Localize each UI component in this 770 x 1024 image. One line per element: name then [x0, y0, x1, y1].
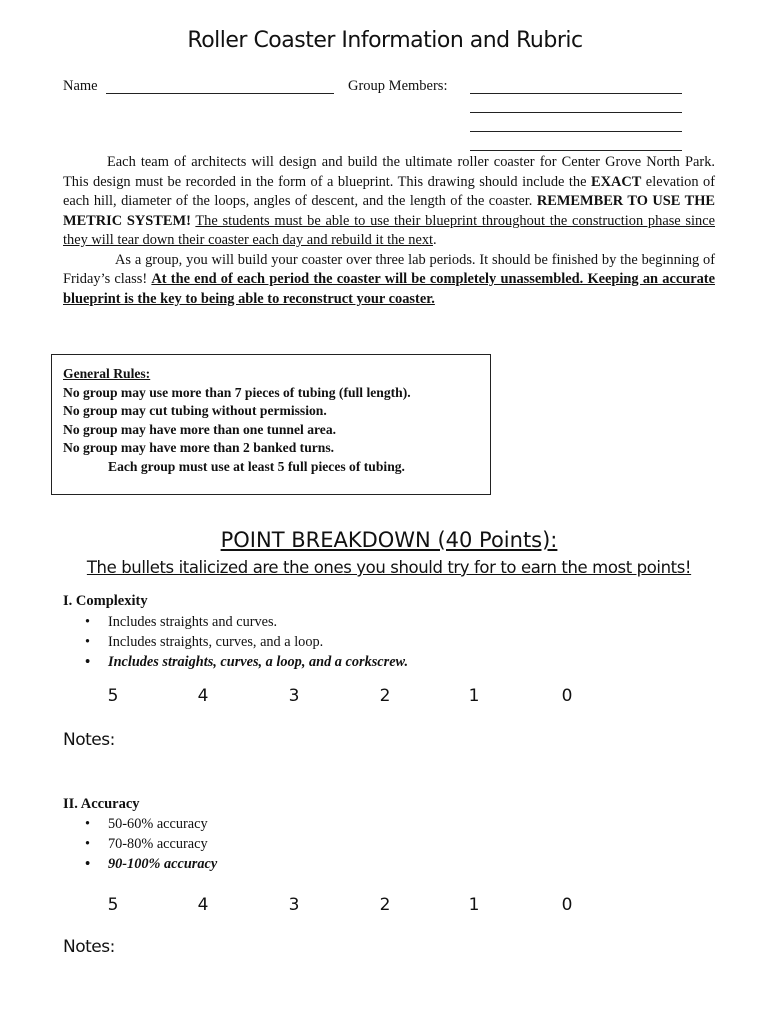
accuracy-criteria-list	[83, 814, 217, 874]
intro-paragraph-1: Each team of architects will design and build the ultimate roller coaster for Center Grove North Park. This design must be recorded in the form of a blueprint. This drawing should include the EXACT elevation of each hill, diameter of the loops, angles of descent, and the length of the coaster. REMEMBER TO USE THE METRIC SYSTEM! The students must be able to use their blueprint throughout the construction phase since they will tear down their coaster each day and rebuild it the next.	[63, 154, 716, 248]
score-option-3[interactable]: 3	[288, 686, 300, 706]
score-option-3[interactable]: 3	[288, 895, 300, 915]
intro-text	[63, 153, 715, 309]
score-option-2[interactable]: 2	[379, 686, 391, 706]
group-member-field-3[interactable]	[470, 131, 682, 132]
metric-reminder: REMEMBER TO USE THE METRIC SYSTEM!	[63, 193, 715, 229]
point-breakdown-subtitle: The bullets italicized are the ones you should try for to earn the most points!	[86, 558, 692, 577]
notes-label: Notes:	[63, 937, 115, 957]
group-member-field-2[interactable]	[470, 112, 682, 113]
rule-item: Each group must use at least 5 full pieces of tubing.	[108, 458, 405, 474]
score-option-5[interactable]: 5	[107, 686, 119, 706]
score-option-5[interactable]: 5	[107, 895, 119, 915]
score-option-1[interactable]: 1	[468, 895, 480, 915]
document-title: Roller Coaster Information and Rubric	[187, 28, 583, 53]
rules-heading: General Rules:	[63, 366, 151, 381]
intro-paragraph-2: As a group, you will build your coaster over three lab periods. It should be finished by the beginning of Friday’s class! At the end of each period the coaster will be completely unassembled. Keeping an accurate blueprint is the key to being able to reconstruct your coaster.	[63, 251, 715, 307]
list-item-emphasized: • 90-100% accuracy	[83, 854, 217, 874]
exact-emphasis: EXACT	[590, 173, 642, 190]
section-complexity-heading: I. Complexity	[63, 593, 148, 609]
score-option-4[interactable]: 4	[197, 895, 209, 915]
group-member-field-4[interactable]	[470, 150, 682, 151]
blueprint-requirement: The students must be able to use their blueprint throughout the construction phase since they will tear down their coaster each day and rebuild it the next	[63, 212, 716, 248]
unassembled-warning: At the end of each period the coaster will be completely unassembled. Keeping an accurate blueprint is the key to being able to reconstruct your coaster.	[63, 271, 715, 307]
complexity-criteria-list	[83, 612, 408, 672]
list-item: • 70-80% accuracy	[83, 834, 217, 854]
list-item: • 50-60% accuracy	[83, 814, 217, 834]
name-field[interactable]	[106, 93, 334, 94]
rule-item: No group may use more than 7 pieces of tubing (full length).	[63, 384, 411, 400]
score-option-2[interactable]: 2	[379, 895, 391, 915]
list-item: • Includes straights, curves, and a loop.	[83, 632, 408, 652]
general-rules-box	[51, 354, 491, 495]
score-option-4[interactable]: 4	[197, 686, 209, 706]
list-item-emphasized: • Includes straights, curves, a loop, and a corkscrew.	[83, 652, 408, 672]
notes-label: Notes:	[63, 730, 115, 750]
name-label: Name	[63, 78, 98, 94]
score-option-1[interactable]: 1	[468, 686, 480, 706]
list-item: • Includes straights and curves.	[83, 612, 408, 632]
score-option-0[interactable]: 0	[561, 686, 573, 706]
point-breakdown-title: POINT BREAKDOWN (40 Points):	[220, 528, 558, 552]
rule-item: No group may have more than 2 banked turns.	[63, 440, 335, 456]
score-option-0[interactable]: 0	[561, 895, 573, 915]
group-member-field-1[interactable]	[470, 93, 682, 94]
group-members-label: Group Members:	[348, 78, 448, 94]
rule-item: No group may cut tubing without permission.	[63, 403, 327, 419]
rule-item: No group may have more than one tunnel area.	[63, 421, 337, 437]
section-accuracy-heading: II. Accuracy	[63, 796, 140, 812]
